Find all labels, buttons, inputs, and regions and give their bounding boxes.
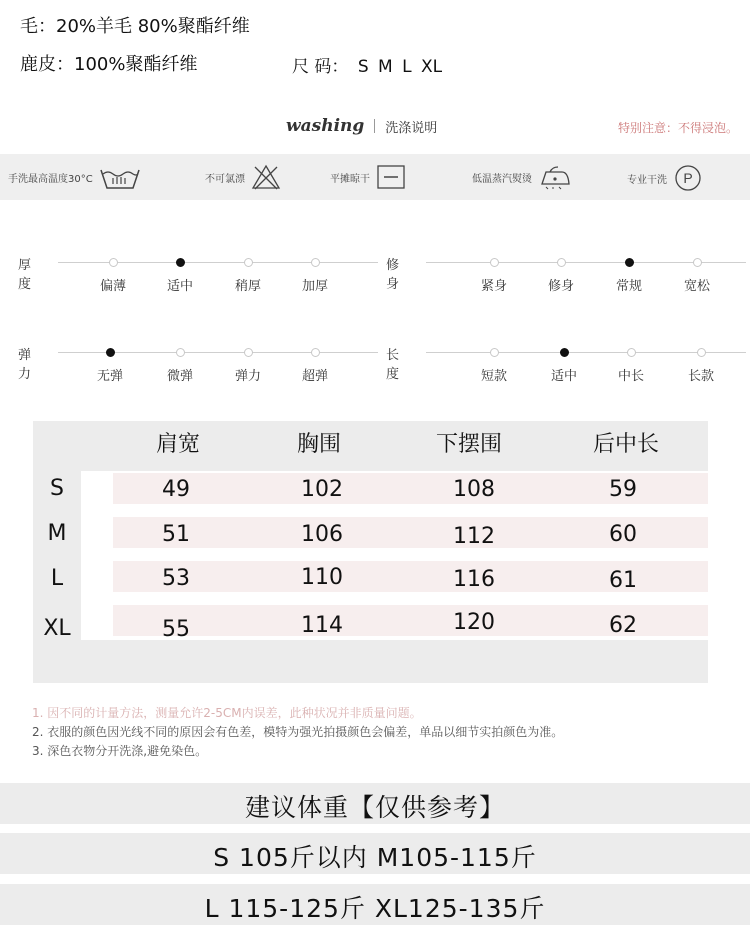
care-label: 手洗最高温度30°C [8,173,93,185]
material-line-wool: 毛：20%羊毛 80%聚酯纤维 [20,16,250,37]
svg-text:P: P [683,170,693,186]
care-item-dry-clean [627,164,703,192]
scale-dot-1 [490,258,499,267]
scale-option: 适中 [166,279,193,294]
no-bleach-icon [251,164,281,190]
scale-option: 修身 [547,279,574,294]
scale-dot-2-selected [176,258,185,267]
scale-dot-4 [311,348,320,357]
scale-label: 修身 [386,258,400,292]
table-cell: 102 [301,477,343,502]
row-size-s: S [50,476,64,501]
washing-warning: 特别注意：不得浸泡。 [617,121,738,135]
table-cell: 108 [453,477,495,502]
note-line: 2. 衣服的颜色因光线不同的原因会有色差，模特为强光拍摄颜色会偏差，单品以细节实拍颜色为准。 [32,725,564,739]
size-table [33,421,708,683]
scale-option: 紧身 [480,279,507,294]
scale-label: 弹力 [18,348,32,382]
col-header-hem: 下摆围 [435,432,502,457]
flat-dry-icon [376,164,406,190]
scale-label: 厚度 [18,258,32,292]
table-cell: 112 [453,524,495,549]
material-line-suede: 鹿皮：100%聚酯纤维 [20,54,198,75]
size-s: S [357,57,369,77]
care-label: 不可氯漂 [205,173,245,185]
table-cell: 60 [609,522,637,547]
scale-option: 长款 [687,369,714,384]
size-label: 尺 码： [292,57,349,77]
scale-option: 稍厚 [234,279,261,294]
table-cell: 55 [162,617,190,642]
scale-dot-2-selected [560,348,569,357]
table-cell: 62 [609,613,637,638]
low-iron-icon [538,164,572,190]
col-header-chest: 胸围 [296,432,341,457]
table-cell: 61 [609,568,637,593]
scale-label: 长度 [386,348,400,382]
table-cell: 51 [162,522,190,547]
table-cell: 110 [301,565,343,590]
table-cell: 49 [162,477,190,502]
scale-option: 偏薄 [99,279,126,294]
note-line: 3. 深色衣物分开洗涤,避免染色。 [32,744,208,758]
washing-title: 洗涤说明 [385,120,438,136]
scale-option: 短款 [480,369,507,384]
scale-dot-3-selected [625,258,634,267]
care-label: 低温蒸汽熨烫 [472,173,532,185]
scale-line [58,262,378,263]
scale-option: 常规 [615,279,642,294]
size-l: L [402,57,412,77]
scale-dot-1 [490,348,499,357]
care-item-low-iron [472,164,572,190]
scale-option: 宽松 [683,279,710,294]
scale-dot-1 [109,258,118,267]
weight-line-2: L 115-125斤 XL125-135斤 [204,894,546,923]
scale-dot-4 [311,258,320,267]
scale-option: 适中 [550,369,577,384]
care-instructions-strip [0,154,750,200]
divider [374,119,375,133]
scale-dot-3 [244,348,253,357]
table-cell: 114 [301,613,343,638]
table-cell: 106 [301,522,343,547]
table-cell: 116 [453,567,495,592]
table-cell: 53 [162,566,190,591]
hand-wash-icon [99,164,141,190]
scale-option: 加厚 [301,279,328,294]
care-item-hand-wash [8,164,141,190]
scale-option: 中长 [617,369,644,384]
note-line: 1. 因不同的计量方法，测量允许2-5CM内误差，此种状况并非质量问题。 [32,706,422,720]
col-header-shoulder: 肩宽 [155,432,200,457]
scale-dot-4 [697,348,706,357]
scale-dot-3 [627,348,636,357]
scale-dot-2 [557,258,566,267]
washing-word: washing [286,116,365,136]
size-xl: XL [420,57,443,77]
weight-line-1: S 105斤以内 M105-115斤 [213,843,537,872]
dry-clean-p-icon [673,164,703,192]
size-list [292,52,446,77]
row-size-xl: XL [43,616,71,641]
col-header-back-length: 后中长 [592,432,659,457]
row-size-l: L [50,566,64,591]
care-label: 专业干洗 [627,174,667,186]
scale-dot-1-selected [106,348,115,357]
row-size-m: M [47,521,67,546]
scale-option: 超弹 [301,369,328,384]
weight-title: 建议体重【仅供参考】 [244,793,505,822]
care-item-flat-dry [330,164,406,190]
scale-option: 弹力 [234,369,261,384]
table-cell: 120 [453,610,495,635]
scale-option: 微弹 [166,369,193,384]
size-m: M [378,57,393,77]
washing-header [286,116,437,136]
scale-option: 无弹 [96,369,123,384]
scale-dot-2 [176,348,185,357]
care-item-no-bleach [205,164,281,190]
table-cell: 59 [609,477,637,502]
care-label: 平摊晾干 [330,173,370,185]
scale-dot-4 [693,258,702,267]
measurement-notes [32,704,563,761]
scale-dot-3 [244,258,253,267]
